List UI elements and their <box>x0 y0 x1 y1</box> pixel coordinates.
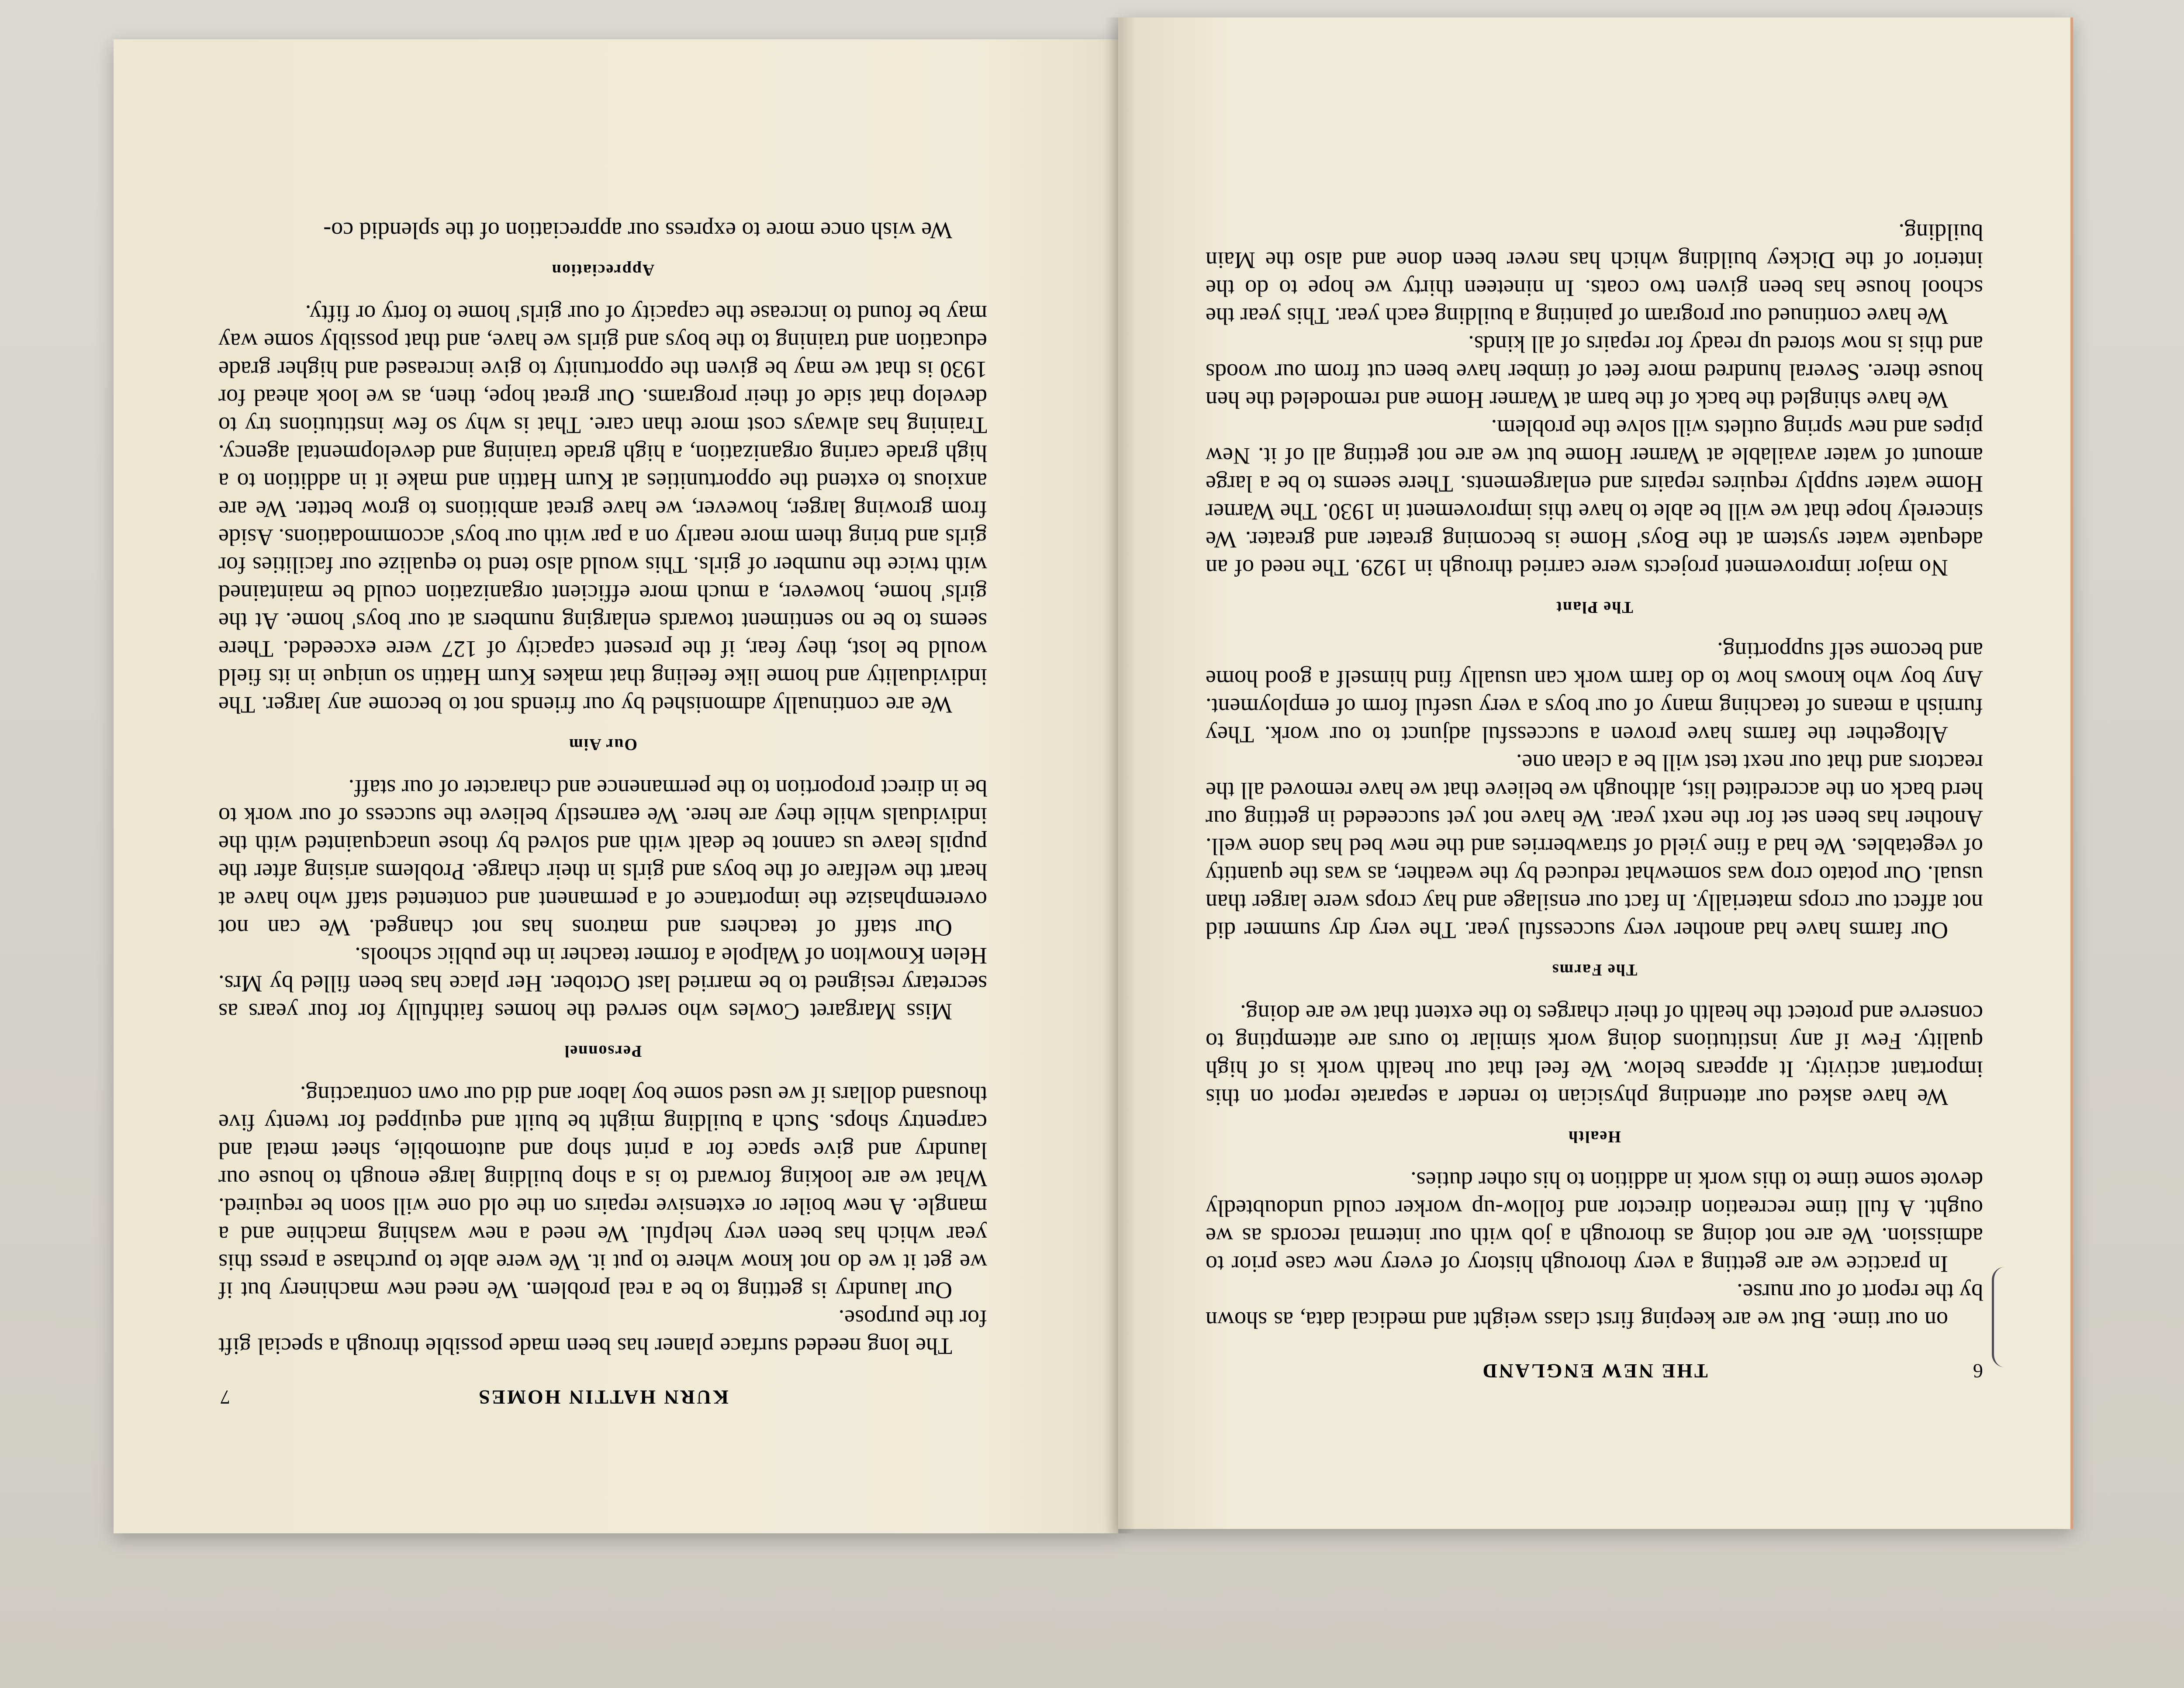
paragraph: In practice we are getting a very thorough history of every new case prior to admission. We are not doing as thorough a job with our internal records as we ought. A full time recreation director and follow-up worker could undoubtedly devote some time to this work in addition to his other duties. <box>1206 1167 1983 1277</box>
section-our-aim <box>218 300 987 758</box>
right-running-head <box>1206 1357 1983 1385</box>
section-heading: Our Aim <box>568 735 637 754</box>
section-health <box>1206 1000 1983 1151</box>
paragraph: Altogether the farms have proven a successful adjunct to our work. They furnish a means of teaching many of our boys a very useful form of employment. Any boy who knows how to do farm work can usually find himself a good home and become self supporting. <box>1206 638 1983 748</box>
paragraph: We have shingled the back of the barn at Warner Home and remodeled the hen house there. Several hundred more feet of timber have been cut from our woods and this is now stored up ready for repairs of all kinds. <box>1206 331 1983 413</box>
paragraph: Miss Margaret Cowles who served the homes faithfully for four years as secretary resigned to be married last October. Her place has been filled by Mrs. Helen Knowlton of Walpole a former teacher in the public schools. <box>218 943 987 1025</box>
left-running-title: KURN HATTIN HOMES <box>477 1386 729 1408</box>
right-page-text <box>1206 118 1983 1385</box>
paragraph: We wish once more to express our appreciation of the splendid co- <box>323 218 952 244</box>
book-gutter <box>1105 17 1136 1533</box>
left-page-text <box>218 153 987 1411</box>
paragraph: on our time. But we are keeping first class weight and medical data, as shown by the report of our nurse. <box>1206 1279 1983 1333</box>
handwritten-bracket-mark <box>1992 1267 2007 1367</box>
section-the-farms <box>1206 637 1983 984</box>
section-heading: The Farms <box>1551 961 1638 979</box>
right-page-number: 6 <box>1971 1360 1983 1382</box>
paragraph: The long needed surface planer has been made possible through a special gift for the purpose. <box>218 1305 987 1359</box>
paragraph: No major improvement projects were carried through in 1929. The need of an adequate water system at the Boys' Home is becoming greater and greater. We sincerely hope that we will be able to have this improvement in 1930. The Warner Home water supply requires repairs and enlargements. There seems to be a large amount of water available at Warner Home but we are not getting all of it. New pipes and new spring outlets will solve the problem. <box>1206 415 1983 581</box>
paragraph: We have asked our attending physician to render a separate report on this important activity. It appears below. We feel that our health work is of high quality. Few if any institutions doing work similar to ours are attempting to conserve and protect the health of their charges to the extent that we are doing. <box>1206 1000 1983 1110</box>
section-intro <box>1206 1166 1983 1334</box>
section-heading: Appreciation <box>551 261 655 279</box>
section-intro <box>218 1081 987 1360</box>
left-page-number: 7 <box>218 1386 230 1408</box>
section-personnel <box>218 774 987 1065</box>
paragraph: Our laundry is getting to be a real problem. We need new machinery but if we get it we do not know where to put it. We were able to purchase a press this year which has been very helpful. We need a new washing machine and a mangle. A new boiler or extensive repairs on the old one will soon be required. What we are looking forward to is a shop building large enough to house our laundry and give space for a print shop and automobile, sheet metal and carpentry shops. Such a building might be built and equipped for twenty five thousand dollars if we used some boy labor and did our own contracting. <box>218 1082 987 1304</box>
section-heading: The Plant <box>1555 598 1633 616</box>
section-appreciation <box>218 217 987 284</box>
paragraph: We have continued our program of painting a building each year. This year the school house has been given two coats. In nineteen thirty we hope to do the interior of the Dickey building which has never been done and also the Main building. <box>1206 219 1983 329</box>
paragraph: Our staff of teachers and matrons has not changed. We can not overemphasize the importance of a permanent and contented staff who have at heart the welfare of the boys and girls in their charge. Problems arising after the pupils leave us cannot be dealt with and solved by those unacquainted with the individuals while they are here. We earnestly believe the success of our work to be in direct proportion to the permanence and character of our staff. <box>218 775 987 941</box>
section-the-plant <box>1206 218 1983 621</box>
section-heading: Health <box>1568 1128 1621 1146</box>
section-heading: Personnel <box>563 1042 642 1060</box>
right-running-title: THE NEW ENGLAND <box>1481 1360 1708 1382</box>
left-running-head <box>218 1383 987 1411</box>
paragraph: We are continually admonished by our friends not to become any larger. The individuality and home like feeling that makes Kurn Hattin so unique in its field would be lost, they fear, if the present capacity of 127 were exceeded. There seems to be no sentiment towards enlarging numbers at our boys' home. At the girls' home, however, a much more efficient organization could be maintained with twice the number of girls. This would also tend to equalize our facilities for girls and bring them more nearly on a par with our boys' accommodations. Aside from growing larger, however, we have great ambitions to grow better. We are anxious to extend the opportunities at Kurn Hattin and make it in addition to a high grade caring organization, a high grade training and developmental agency. Training has always cost more than care. That is why so few institutions try to develop that side of their programs. Our great hope, then, as we look ahead for 1930 is that we may be given the opportunity to give increased and higher grade education and training to the boys and girls we have, and that possibly some way may be found to increase the capacity of our girls' home to forty or fifty. <box>218 301 987 718</box>
paragraph: Our farms have had another very successful year. The very dry summer did not affect our crops materially. In fact our ensilage and hay crops were larger than usual. Our potato crop was somewhat reduced by the weather, as was the quantity of vegetables. We had a fine yield of strawberries and the new bed has done well. Another has been set for the next year. We have not yet succeeded in getting our herd back on the accredited list, although we believe that we have removed all the reactors and that our next test will be a clean one. <box>1206 750 1983 944</box>
